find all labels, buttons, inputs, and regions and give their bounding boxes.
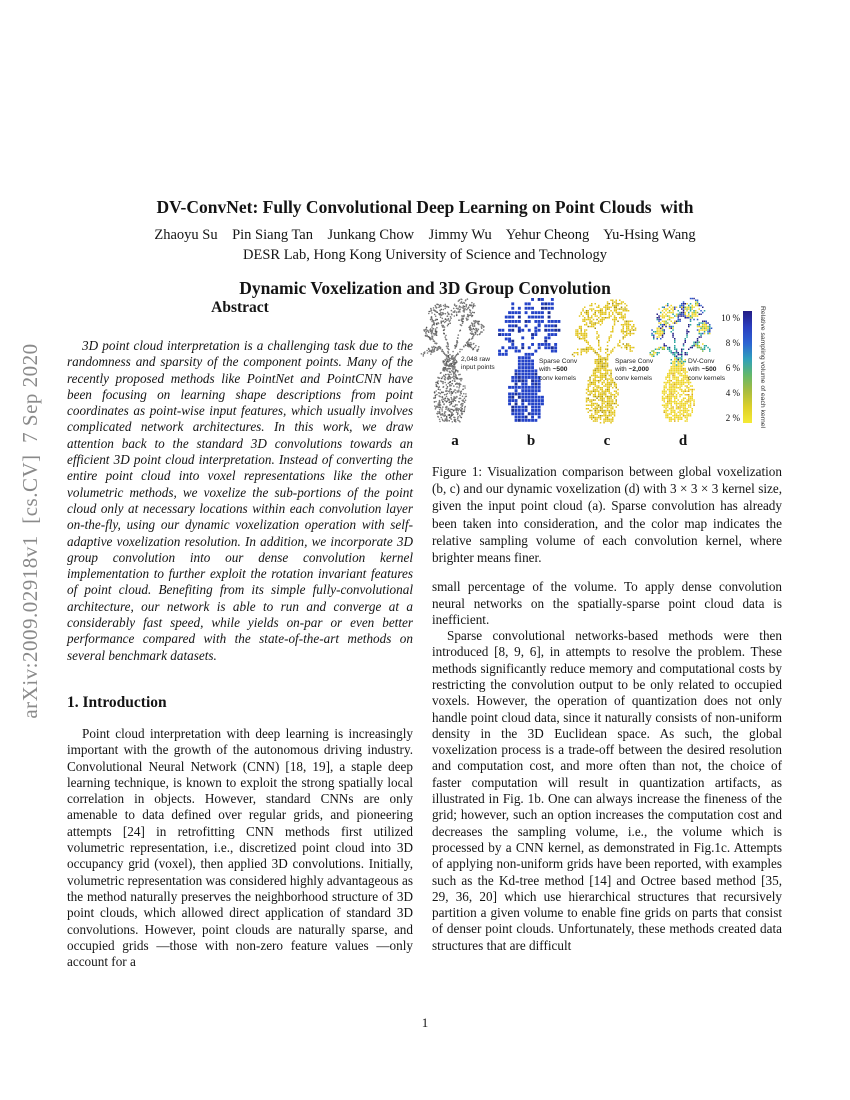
panel-d-annotation: DV-Conv with ~500 conv kernels bbox=[688, 358, 726, 382]
right-column bbox=[432, 293, 782, 954]
colorbar-axis-label: Relative sampling volume of each kernel bbox=[759, 306, 766, 429]
colorbar-tick-2: 2 % bbox=[725, 413, 740, 423]
panel-letter-b: b bbox=[526, 433, 536, 449]
arxiv-watermark: arXiv:2009.02918v1 [cs.CV] 7 Sep 2020 bbox=[18, 343, 42, 719]
introduction-heading: 1. Introduction bbox=[67, 693, 167, 711]
left-column bbox=[67, 293, 413, 970]
panel-letter-a: a bbox=[451, 433, 459, 449]
abstract-text: 3D point cloud interpretation is a challenging task due to the randomness and sparsity of the component points. Many of the recently proposed methods like PointNet and PointCNN have been focusing on learning shape descriptions from point coordinates as point-wise input features, which usually involves complicated network architectures. In this work, we draw attention back to the standard 3D convolutions towards an efficient 3D point cloud interpretation. Instead of converting the entire point cloud into voxel representations like the other volumetric methods, we voxelize the sub-portions of the point cloud only at necessary locations within each convolution layer on-the-fly, using our dynamic voxelization operation with self-adaptive voxelization resolution. In addition, we incorporate 3D group convolution into our dense convolution kernel implementation to further exploit the rotation invariant features of point cloud. Benefiting from its simple fully-convolutional architecture, our network is able to run and converge at a considerably fast speed, while yields on-par or even better performance compared with the state-of-the-art methods on several benchmark datasets. bbox=[67, 338, 413, 663]
colorbar bbox=[743, 311, 752, 423]
body-paragraph-2: Sparse convolutional networks-based methods were then introduced [8, 9, 6], in attempts to resolve the problem. These methods significantly reduce memory and computational costs by restricting the convolution output to be only related to occupied voxels. However, the operation of quantization does not only handle point cloud data, since it naturally consists of non-uniform density in the 3D Euclidean space. As such, the global voxelization process is a trade-off between the desired resolution and computation cost, and more often than not, the choice of faster computation will result in quantization artifacts, as illustrated in Fig. 1b. One can always increase the fineness of the grid; however, such an option increases the computation cost and decreases the sampling volume, i.e., the volume which is processed by a CNN kernel, as demonstrated in Fig.1c. Attempts of applying non-uniform grids have been reported, with examples such as the Kd-tree method [14] and Octree based method [35, 29, 36, 20] which use hierarchical structures that recursively partition a given volume to enable fine grids on parts that consist of denser point clouds. Unfortunately, these methods created data structures that are difficult bbox=[432, 628, 782, 953]
figure-1-caption: Figure 1: Visualization comparison between global voxelization (b, c) and our dynamic voxelization (d) with 3 × 3 × 3 kernel size, given the input point cloud (a). Sparse convolution has already been taken into consideration, and the color map indicates the relative sampling volume of each convolution kernel, where brighter means finer. bbox=[432, 464, 782, 566]
body-paragraph-continuation: small percentage of the volume. To apply dense convolution neural networks on the spatially-sparse point cloud data is inefficient. bbox=[432, 579, 782, 627]
paper-title-line1: DV-ConvNet: Fully Convolutional Deep Learning on Point Clouds with bbox=[156, 197, 694, 217]
figure-1 bbox=[417, 293, 783, 454]
paper-title-line2: Dynamic Voxelization and 3D Group Convolution bbox=[239, 278, 611, 298]
authors-line: Zhaoyu Su Pin Siang Tan Junkang Chow Jimmy Wu Yehur Cheong Yu-Hsing Wang bbox=[154, 227, 696, 243]
panel-c-annotation: Sparse Conv with ~2,000 conv kernels bbox=[615, 358, 654, 382]
introduction-paragraph: Point cloud interpretation with deep learning is increasingly important with the growth of the autonomous driving industry. Convolutional Neural Network (CNN) [18, 19], a staple deep learning technique, is known to exploit the strong spatially local correlation in objects. However, standard CNNs are only amenable to data defined over regular grids, and pioneering attempts [24] in retrofitting CNN methods first utilized volumetric representation, i.e., discretized point cloud into 3D occupancy grid (voxel), then applied 3D convolutions. Initially, volumetric representation was considered highly advantageous as the method naturally preserves the neighborhood structure of 3D point clouds, which allowed direct application of standard 3D convolutions. However, point clouds are naturally sparse, and occupied grids —those with non-zero feature values —only account for a bbox=[67, 725, 413, 970]
colorbar-tick-6: 6 % bbox=[725, 363, 740, 373]
page-number: 1 bbox=[421, 1015, 429, 1030]
author-block bbox=[0, 225, 850, 265]
colorbar-tick-4: 4 % bbox=[725, 388, 740, 398]
panel-letter-d: d bbox=[678, 433, 688, 449]
abstract-heading: Abstract bbox=[211, 299, 269, 316]
panel-letter-c: c bbox=[603, 433, 611, 449]
colorbar-tick-10: 10 % bbox=[721, 313, 740, 323]
colorbar-tick-8: 8 % bbox=[725, 338, 740, 348]
panel-a-annotation: 2,048 raw input points bbox=[461, 356, 495, 372]
affiliation: DESR Lab, Hong Kong University of Science and Technology bbox=[243, 247, 607, 263]
panel-b-annotation: Sparse Conv with ~500 conv kernels bbox=[539, 358, 578, 382]
